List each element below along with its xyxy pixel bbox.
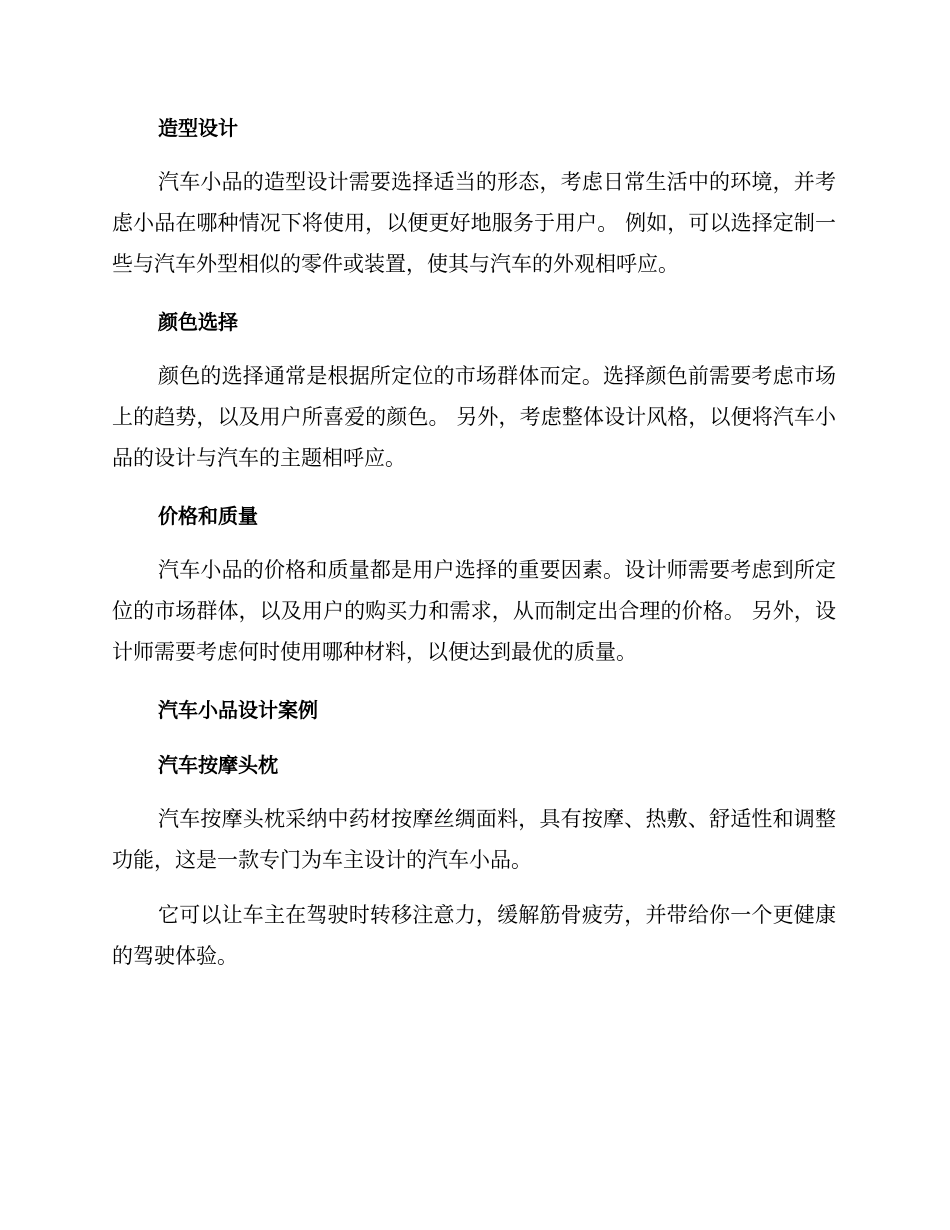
section-heading-color-selection: 颜色选择 <box>158 310 238 334</box>
paragraph-massage-pillow-1: 汽车按摩头枕采纳中药材按摩丝绸面料，具有按摩、热敷、舒适性和调整功能，这是一款专门为车主设计的汽车小品。 <box>112 807 836 872</box>
section-heading-massage-pillow: 汽车按摩头枕 <box>158 753 278 777</box>
paragraph-shape-design: 汽车小品的造型设计需要选择适当的形态，考虑日常生活中的环境，并考虑小品在哪种情况下将使用，以便更好地服务于用户。 例如，可以选择定制一些与汽车外型相似的零件或装置，使其与汽车的外观相呼应。 <box>112 170 836 276</box>
section-heading-shape-design: 造型设计 <box>158 116 238 140</box>
paragraph-massage-pillow-2: 它可以让车主在驾驶时转移注意力，缓解筋骨疲劳，并带给你一个更健康的驾驶体验。 <box>112 903 836 968</box>
paragraph-price-quality: 汽车小品的价格和质量都是用户选择的重要因素。设计师需要考虑到所定位的市场群体，以及用户的购买力和需求，从而制定出合理的价格。 另外，设计师需要考虑何时使用哪种材料，以便达到最优的质量。 <box>112 558 836 664</box>
section-heading-price-quality: 价格和质量 <box>158 504 258 528</box>
paragraph-color-selection: 颜色的选择通常是根据所定位的市场群体而定。选择颜色前需要考虑市场上的趋势，以及用户所喜爱的颜色。 另外，考虑整体设计风格，以便将汽车小品的设计与汽车的主题相呼应。 <box>112 364 836 470</box>
section-heading-design-cases: 汽车小品设计案例 <box>158 698 318 722</box>
